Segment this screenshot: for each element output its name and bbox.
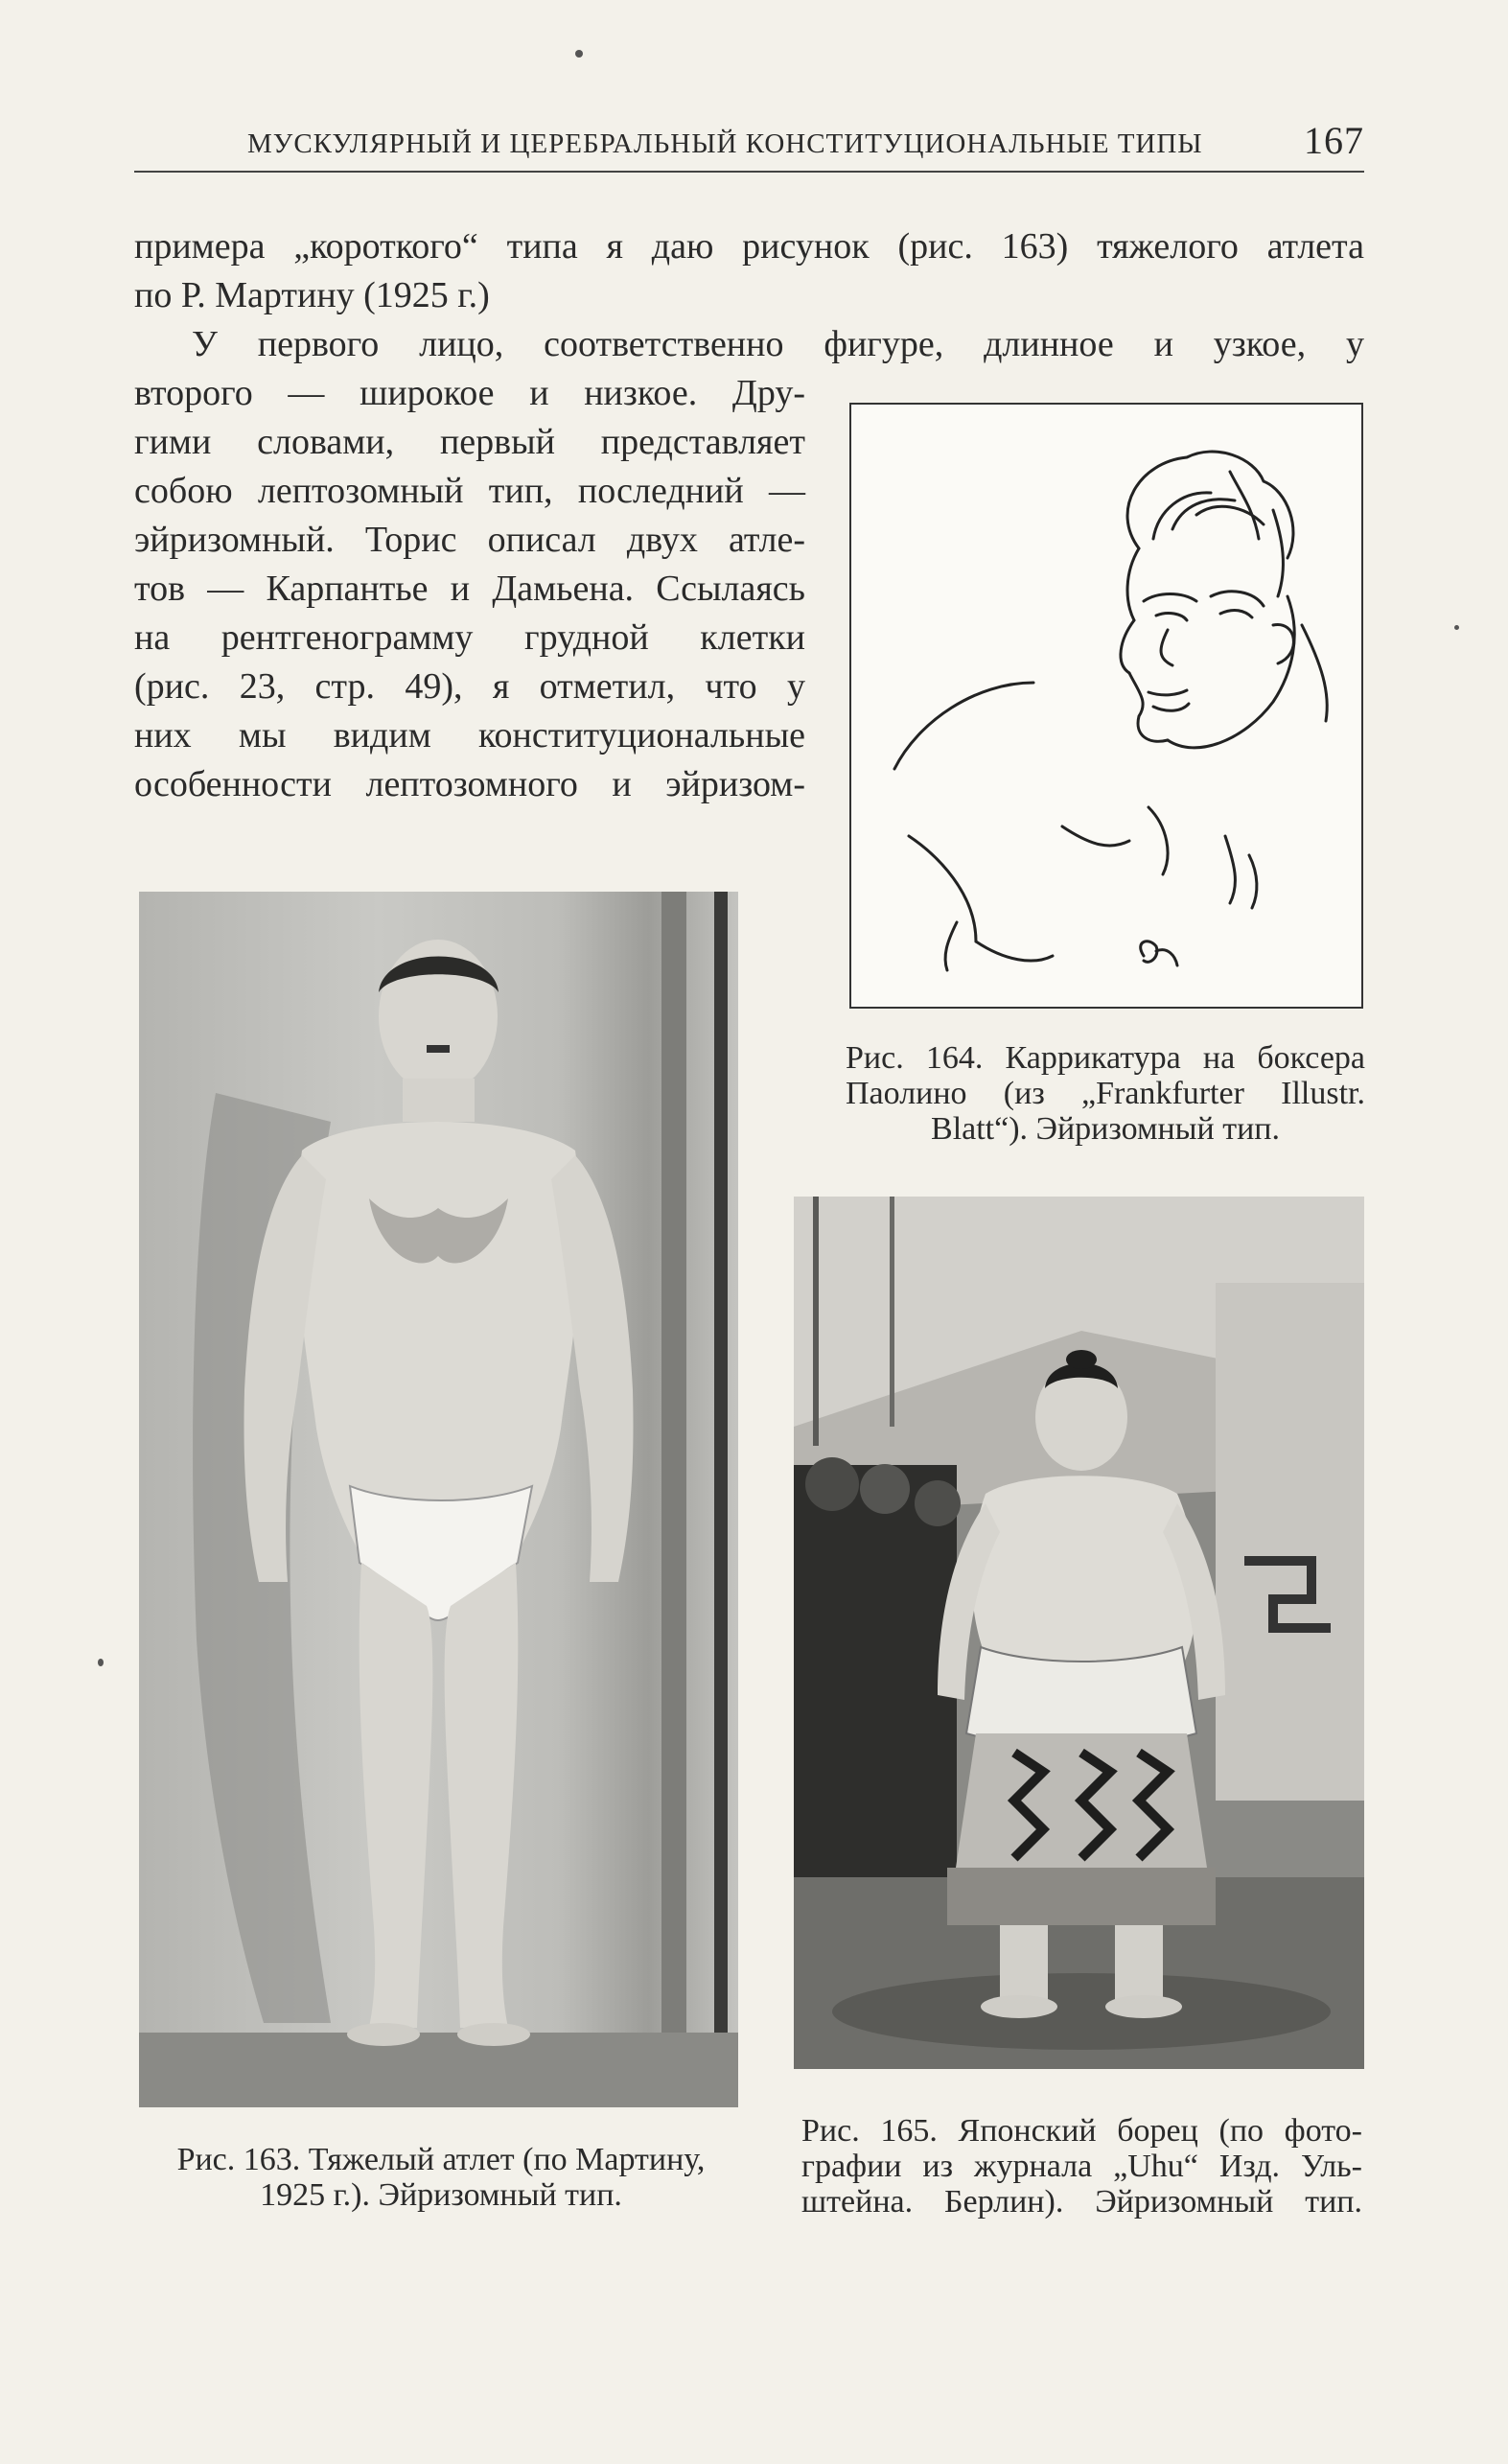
body-line-4: второго — широкое и низкое. Дру-: [134, 373, 805, 413]
body-line-1: примера „короткого“ типа я даю рисунок (рис. 163) тяжелого атлета: [134, 226, 1364, 267]
figure-163-caption-line: 1925 г.). Эйризомный тип.: [260, 2177, 622, 2213]
athlete-figure: [139, 892, 738, 2107]
page-number: 167: [1304, 119, 1364, 162]
figure-164-caption-line: Паолино (из „Frankfurter Illustr.: [846, 1076, 1365, 1111]
figure-163-photo: [139, 892, 738, 2107]
body-line-6: собою лептозомный тип, последний —: [134, 471, 805, 511]
body-line-3: У первого лицо, соответственно фигуре, длинное и узкое, у: [192, 324, 1364, 364]
figure-165-caption-line: графии из журнала „Uhu“ Изд. Уль-: [801, 2149, 1362, 2184]
figure-164-caption-line: Рис. 164. Каррикатура на боксера: [846, 1040, 1365, 1076]
figure-164-caption-line: Blatt“). Эйризомный тип.: [931, 1111, 1280, 1147]
body-line-2: по Р. Мартину (1925 г.): [134, 275, 490, 315]
figure-164-frame: [849, 403, 1363, 1009]
figure-165-photo: [794, 1197, 1364, 2069]
boxer-caricature-drawing: [851, 405, 1361, 1007]
figure-164-caption: [846, 1040, 1365, 1147]
print-speck: [98, 1659, 104, 1666]
body-line-9: на рентгенограмму грудной клетки: [134, 617, 805, 658]
figure-163-caption-line: Рис. 163. Тяжелый атлет (по Мартину,: [176, 2142, 706, 2177]
sumo-wrestler-figure: [794, 1197, 1364, 2069]
body-line-10: (рис. 23, стр. 49), я отметил, что у: [134, 666, 805, 707]
figure-163-caption: [125, 2142, 757, 2213]
running-title: МУСКУЛЯРНЫЙ И ЦЕРЕБРАЛЬНЫЙ КОНСТИТУЦИОНАЛЬНЫЕ ТИПЫ: [247, 128, 1203, 159]
body-line-11: них мы видим конституциональные: [134, 715, 805, 755]
print-speck: [575, 50, 583, 58]
print-speck: [1454, 625, 1459, 630]
body-line-5: гими словами, первый представляет: [134, 422, 805, 462]
body-line-8: тов — Карпантье и Дамьена. Ссылаясь: [134, 569, 805, 609]
body-line-7: эйризомный. Торис описал двух атле-: [134, 520, 805, 560]
figure-165-caption-line: Рис. 165. Японский борец (по фото-: [801, 2113, 1362, 2149]
body-line-12: особенности лептозомного и эйризом-: [134, 764, 805, 804]
figure-165-caption-line: штейна. Берлин). Эйризомный тип.: [801, 2184, 1362, 2220]
header-rule: [134, 171, 1364, 173]
figure-165-caption: [801, 2113, 1362, 2220]
